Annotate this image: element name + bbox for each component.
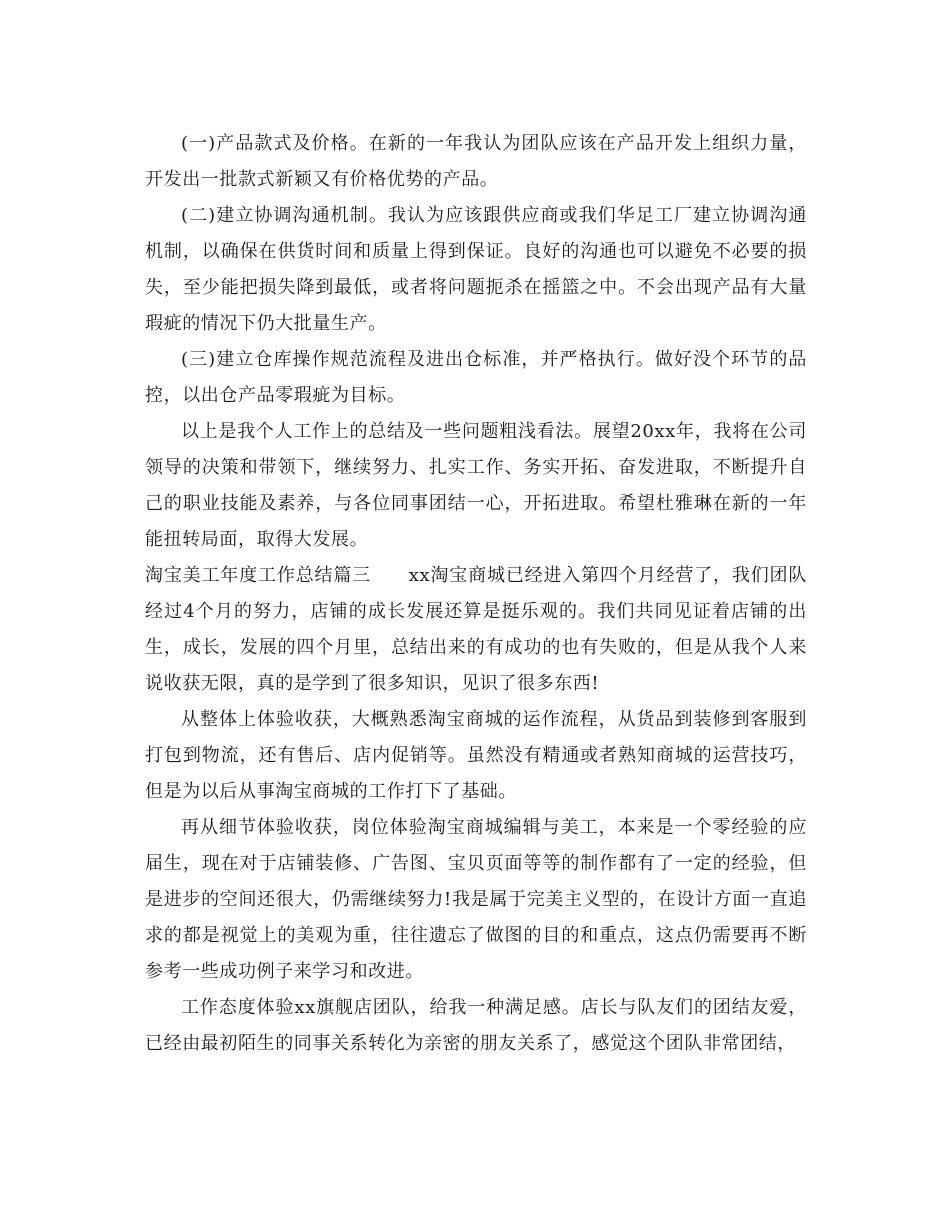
paragraph-summary-outlook: 以上是我个人工作上的总结及一些问题粗浅看法。展望20xx年，我将在公司领导的决策和带领下，继续努力、扎实工作、务实开拓、奋发进取，不断提升自己的职业技能及素养，与各位同事团结一心，开拓进取。希望杜雅琳在新的一年能扭转局面，取得大发展。 (145, 421, 807, 550)
paragraph-product-style: (一)产品款式及价格。在新的一年我认为团队应该在产品开发上组织力量，开发出一批款式新颖又有价格优势的产品。 (145, 133, 807, 190)
paragraph-work-attitude: 工作态度体验xx旗舰店团队，给我一种满足感。店长与队友们的团结友爱，已经由最初陌生的同事关系转化为亲密的朋友关系了，感觉这个团队非常团结， (145, 997, 807, 1054)
paragraph-section-three-intro: 淘宝美工年度工作总结篇三 xx淘宝商城已经进入第四个月经营了，我们团队经过4个月的努力，店铺的成长发展还算是挺乐观的。我们共同见证着店铺的出生，成长，发展的四个月里，总结出来的有成功的也有失败的，但是从我个人来说收获无限，真的是学到了很多知识，见识了很多东西! (145, 565, 807, 694)
paragraph-communication-mechanism: (二)建立协调沟通机制。我认为应该跟供应商或我们华足工厂建立协调沟通机制，以确保在供货时间和质量上得到保证。良好的沟通也可以避免不必要的损失，至少能把损失降到最低，或者将问题扼杀在摇篮之中。不会出现产品有大量瑕疵的情况下仍大批量生产。 (145, 205, 807, 334)
paragraph-detail-gains: 再从细节体验收获，岗位体验淘宝商城编辑与美工，本来是一个零经验的应届生，现在对于店铺装修、广告图、宝贝页面等等的制作都有了一定的经验，但是进步的空间还很大，仍需继续努力!我是属于完美主义型的，在设计方面一直追求的都是视觉上的美观为重，往往遗忘了做图的目的和重点，这点仍需要再不断参考一些成功例子来学习和改进。 (145, 817, 807, 982)
document-body (145, 126, 807, 1062)
paragraph-warehouse-process: (三)建立仓库操作规范流程及进出仓标准，并严格执行。做好没个环节的品控，以出仓产品零瑕疵为目标。 (145, 349, 807, 406)
paragraph-overall-gains: 从整体上体验收获，大概熟悉淘宝商城的运作流程，从货品到装修到客服到打包到物流，还有售后、店内促销等。虽然没有精通或者熟知商城的运营技巧，但是为以后从事淘宝商城的工作打下了基础。 (145, 709, 807, 802)
